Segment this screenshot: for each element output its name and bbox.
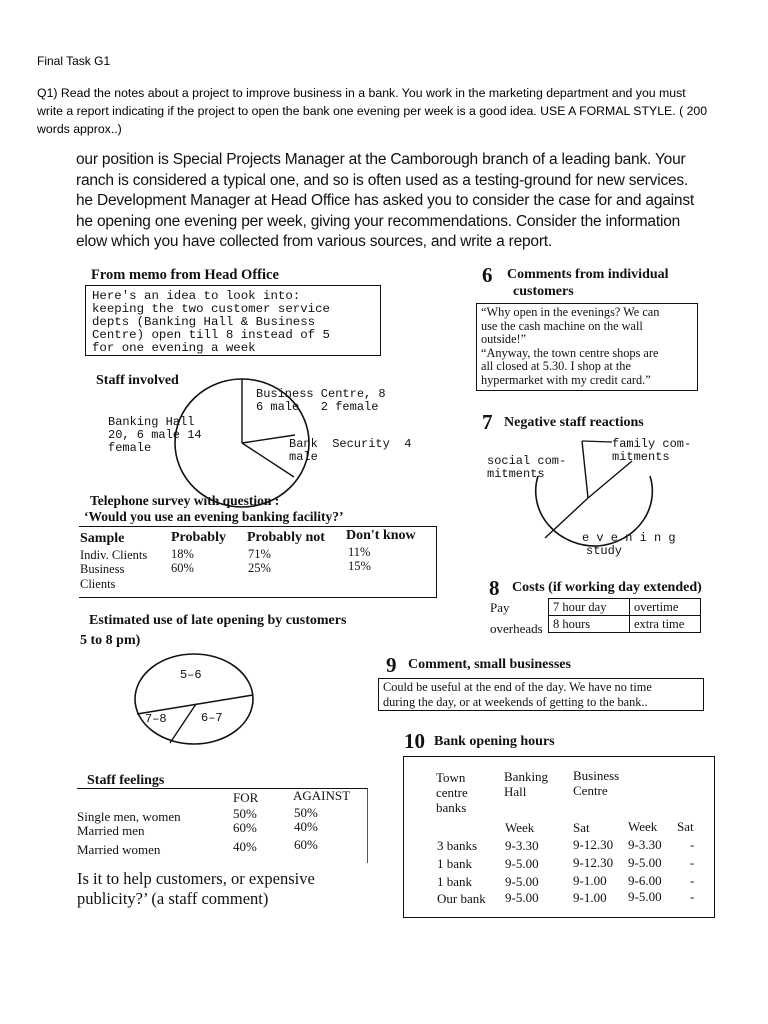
survey-row-probably-not: 71% (248, 547, 271, 561)
hours-bank: 3 banks (437, 838, 478, 853)
memo-line: for one evening a week (92, 341, 256, 355)
survey-header-probably-not: Probably not (247, 530, 325, 545)
col-business-centre (573, 768, 619, 798)
pie-slice-7-8: 7–8 (145, 712, 167, 726)
comment-line: use the cash machine on the wall (481, 318, 643, 333)
memo-title: From memo from Head Office (91, 267, 279, 283)
staff-comment-line2: publicity?’ (a staff comment) (77, 889, 269, 908)
staff-feelings-title: Staff feelings (87, 773, 165, 788)
header-line: Town (436, 770, 466, 785)
label-line: Business Centre, 8 (256, 387, 386, 401)
small-business-title: Comment, small businesses (408, 657, 571, 672)
hours-centre-sat: - (690, 855, 695, 870)
feelings-header-for: FOR (233, 790, 259, 805)
header-line: Banking (504, 769, 549, 784)
sub-header-sat: Sat (677, 819, 694, 834)
question-line: write a report indicating if the project to open the bank one evening per week is a good idea. USE A FORMAL STYLE. ( 200 (37, 104, 708, 118)
survey-row-sample: Indiv. Clients (80, 548, 148, 562)
hours-centre-sat: - (690, 837, 695, 852)
business-centre-label (256, 388, 386, 414)
opening-hours-title: Bank opening hours (434, 734, 555, 749)
intro-line: ranch is considered a typical one, and so is often used as a testing-ground for new services. (76, 171, 689, 189)
social-commitments-label (487, 455, 566, 481)
question-line: Q1) Read the notes about a project to improve business in a bank. You work in the marketing department and you must (37, 86, 686, 100)
section-number-10: 10 (404, 729, 425, 753)
hours-hall-sat: 9-1.00 (573, 890, 607, 905)
comment-line: “Why open in the evenings? We can (481, 305, 660, 319)
small-business-line: during the day, or at weekends of getting to the bank.. (383, 695, 648, 709)
staff-comment-line1: Is it to help customers, or expensive (77, 869, 315, 888)
label-line: male (289, 450, 318, 464)
feelings-for: 40% (233, 839, 257, 854)
banking-hall-label (108, 416, 202, 455)
comments-title: Comments from individual (507, 267, 669, 282)
comment-line: “Anyway, the town centre shops are (481, 345, 659, 360)
question-text (37, 84, 737, 138)
small-business-box (378, 678, 704, 711)
hours-hall-week: 9-3.30 (505, 838, 539, 853)
survey-row-dont-know: 11% (348, 545, 371, 559)
hours-centre-week: 9-5.00 (628, 855, 662, 870)
hours-hall-week: 9-5.00 (505, 856, 539, 871)
comment-line: hypermarket with my credit card.” (481, 372, 651, 387)
col-banking-hall (504, 769, 548, 799)
comment-line: all closed at 5.30. I shop at the (481, 359, 631, 373)
question-line: words approx..) (37, 122, 122, 136)
survey-header-dont-know: Don't know (346, 528, 416, 543)
feelings-against: 40% (294, 819, 318, 834)
memo-box (85, 285, 381, 356)
small-business-line: Could be useful at the end of the day. We have no time (383, 680, 652, 694)
label-line: Bank Security 4 (289, 437, 412, 451)
hours-hall-sat: 9-1.00 (573, 873, 607, 888)
survey-question: ‘Would you use an evening banking facility?’ (84, 509, 344, 524)
memo-line: Here's an idea to look into: (92, 289, 301, 303)
hours-hall-week: 9-5.00 (505, 874, 539, 889)
label-line: family com- (612, 437, 692, 451)
hours-centre-sat: - (690, 873, 695, 888)
intro-line: our position is Special Projects Manager at the Camborough branch of a leading bank. Your (76, 151, 686, 168)
comments-title-cont: customers (513, 284, 574, 299)
survey-title: Telephone survey with question : (90, 493, 280, 508)
memo-line: keeping the two customer service (92, 302, 330, 316)
late-opening-subtitle: 5 to 8 pm) (80, 633, 141, 648)
task-title: Final Task G1 (37, 54, 111, 68)
hours-hall-week: 9-5.00 (505, 890, 539, 905)
hours-centre-week: 9-5.00 (628, 889, 662, 904)
feelings-against: 60% (294, 837, 318, 852)
hours-centre-sat: - (690, 889, 695, 904)
sub-header-sat: Sat (573, 820, 590, 835)
label-line: 6 male 2 female (256, 400, 379, 414)
costs-title: Costs (if working day extended) (512, 580, 702, 595)
feelings-group: Single men, women (77, 809, 181, 824)
feelings-against: 50% (294, 805, 318, 820)
feelings-header-against: AGAINST (293, 788, 351, 803)
memo-line: Centre) open till 8 instead of 5 (92, 328, 330, 342)
intro-line: he Development Manager at Head Office has asked you to consider the case for and against (76, 192, 694, 209)
section-number-9: 9 (386, 653, 397, 677)
survey-header-probably: Probably (171, 530, 226, 545)
label-line: e v e n i n g (582, 531, 676, 545)
header-line: Centre (573, 783, 608, 798)
late-opening-pie (130, 650, 260, 750)
sub-header-week: Week (505, 820, 535, 835)
hours-bank: Our bank (437, 891, 486, 906)
staff-involved-title: Staff involved (96, 373, 179, 388)
feelings-group: Married men (77, 823, 145, 838)
survey-row-probably: 60% (171, 561, 194, 575)
header-line: Business (573, 768, 620, 783)
memo-line: depts (Banking Hall & Business (92, 315, 316, 329)
evening-study-label (582, 532, 676, 558)
costs-cell: overtime (630, 599, 701, 616)
costs-label-pay: Pay (490, 600, 510, 615)
costs-label-overheads: overheads (490, 621, 543, 636)
hours-bank: 1 bank (437, 856, 473, 871)
comment-line: outside!” (481, 332, 527, 346)
label-line: 20, 6 male 14 (108, 428, 202, 442)
header-line: banks (436, 800, 467, 815)
label-line: mitments (487, 467, 545, 481)
costs-cell: extra time (630, 616, 701, 633)
late-opening-title: Estimated use of late opening by customers (89, 613, 347, 628)
pie-slice-5-6: 5–6 (180, 668, 202, 682)
hours-bank: 1 bank (437, 874, 473, 889)
intro-line: elow which you have collected from various sources, and write a report. (76, 233, 553, 250)
hours-hall-sat: 9-12.30 (573, 837, 614, 852)
survey-row-probably: 18% (171, 547, 194, 561)
section-number-6: 6 (482, 263, 493, 287)
col-town-banks (436, 770, 468, 815)
hours-centre-week: 9-3.30 (628, 837, 662, 852)
negative-title: Negative staff reactions (504, 415, 644, 430)
pie-slice-6-7: 6–7 (201, 711, 223, 725)
survey-header-sample: Sample (80, 531, 125, 546)
survey-row-sample: Clients (80, 577, 116, 591)
survey-row-sample: Business (80, 562, 125, 576)
label-line: social com- (487, 454, 567, 468)
intro-paragraph (76, 150, 696, 253)
label-line: study (586, 544, 623, 558)
hours-centre-week: 9-6.00 (628, 873, 662, 888)
bank-security-label (289, 438, 411, 464)
intro-line: he opening one evening per week, giving your recommendations. Consider the information (76, 212, 681, 230)
label-line: Banking Hall (108, 415, 195, 429)
label-line: female (108, 441, 152, 455)
feelings-group: Married women (77, 842, 161, 857)
costs-cell: 8 hours (549, 616, 630, 633)
label-line: mitments (612, 450, 670, 464)
feelings-for: 60% (233, 820, 257, 835)
survey-row-dont-know: 15% (348, 559, 371, 573)
feelings-for: 50% (233, 806, 257, 821)
section-number-8: 8 (489, 576, 500, 600)
comments-box (476, 303, 698, 391)
header-line: Hall (504, 784, 527, 799)
section-number-7: 7 (482, 410, 493, 434)
sub-header-week: Week (628, 819, 658, 834)
hours-hall-sat: 9-12.30 (573, 855, 614, 870)
costs-table (548, 598, 701, 633)
costs-cell: 7 hour day (549, 599, 630, 616)
header-line: centre (436, 785, 468, 800)
family-commitments-label (612, 438, 691, 464)
survey-row-probably-not: 25% (248, 561, 271, 575)
